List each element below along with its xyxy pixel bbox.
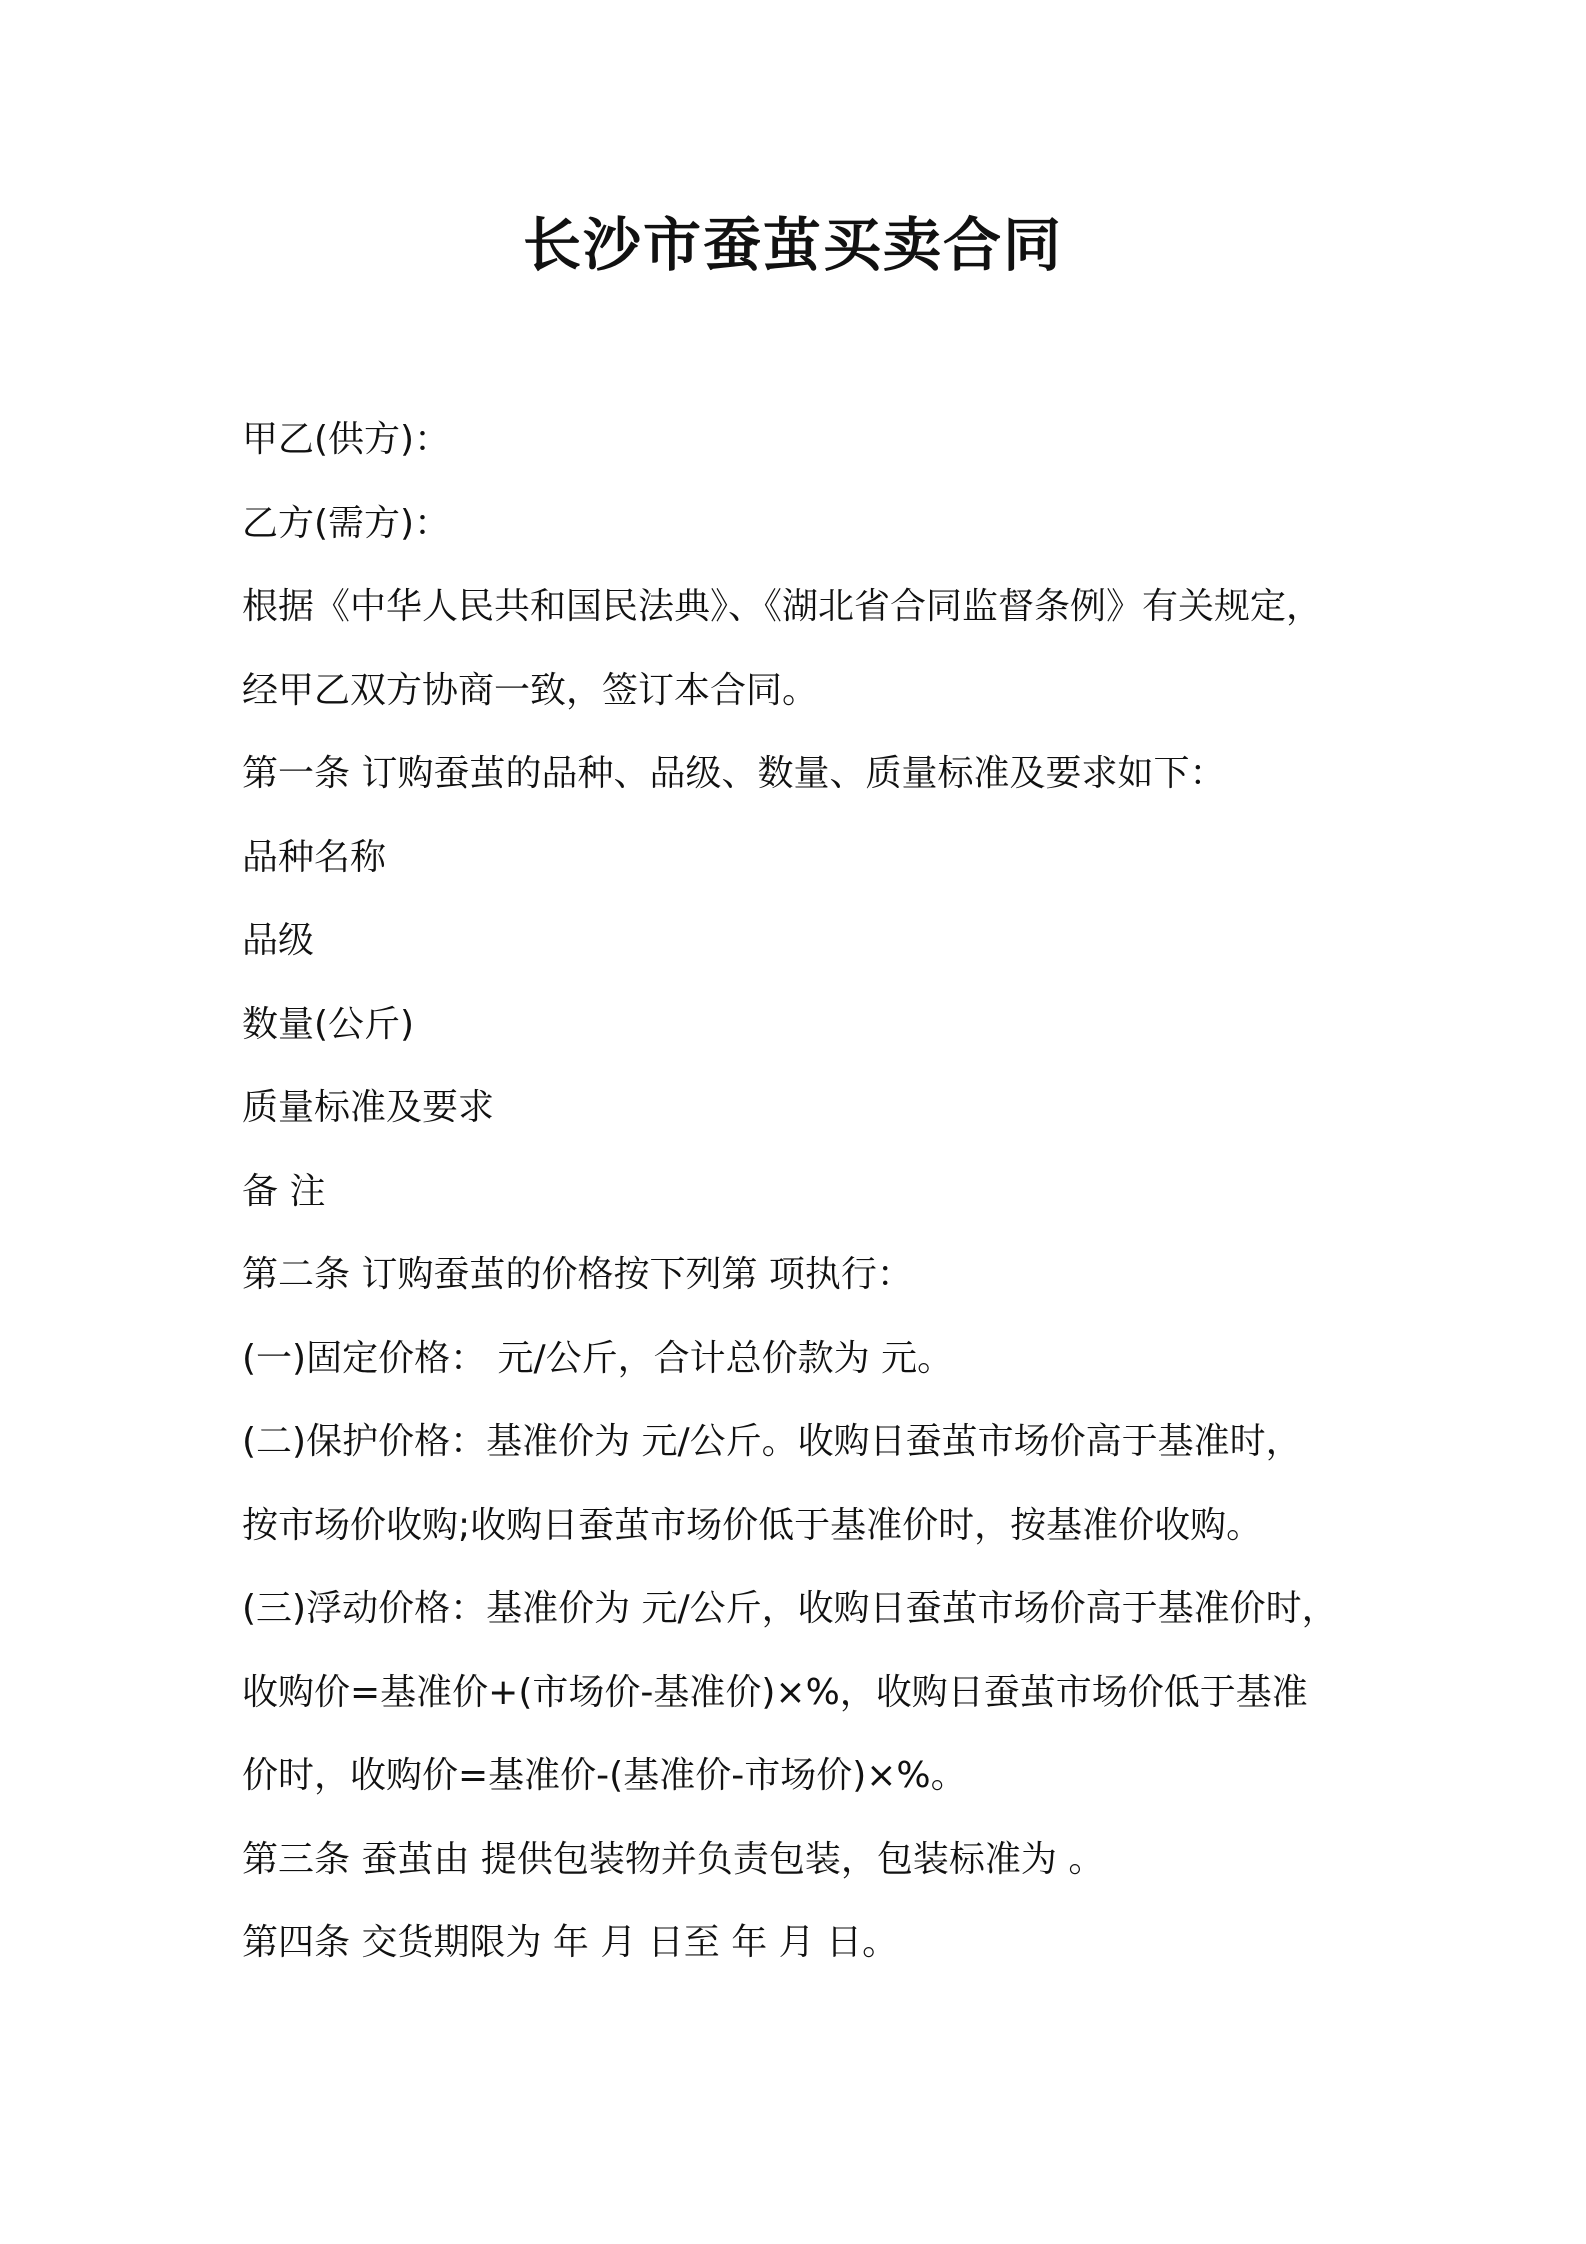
party-a-line: 甲乙(供方)： [242,419,451,460]
quantity-line: 数量(公斤) [242,1003,415,1045]
floating-price-continuation: 价时，收购价=基准价-(基准价-市场价)×%。 [242,1755,967,1796]
article-two-heading: 第二条 订购蚕茧的价格按下列第 项执行： [242,1254,913,1295]
remarks-line: 备 注 [242,1170,326,1212]
variety-name-line: 品种名称 [242,836,387,878]
floating-price-formula-line: 收购价=基准价+(市场价-基准价)×%，收购日蚕茧市场价低于基准 [242,1671,1308,1713]
contract-body [242,405,1402,1992]
legal-basis-line: 根据《中华人民共和国民法典》、《湖北省合同监督条例》有关规定， [242,586,1323,627]
fixed-price-line: (一)固定价格： 元/公斤，合计总价款为 元。 [242,1337,954,1379]
grade-line: 品级 [242,920,315,961]
party-b-line: 乙方(需方)： [242,502,451,544]
agreement-line: 经甲乙双方协商一致，签订本合同。 [242,669,819,711]
article-four-line: 第四条 交货期限为 年 月 日至 年 月 日。 [242,1922,899,1963]
quality-standard-line: 质量标准及要求 [242,1087,495,1128]
protected-price-line: (二)保护价格：基准价为 元/公斤。收购日蚕茧市场价高于基准时， [242,1421,1302,1462]
document-title: 长沙市蚕茧买卖合同 [522,211,1063,279]
article-three-line: 第三条 蚕茧由 提供包装物并负责包装，包装标准为 。 [242,1838,1105,1880]
article-one-heading: 第一条 订购蚕茧的品种、品级、数量、质量标准及要求如下： [242,753,1226,794]
floating-price-line: (三)浮动价格：基准价为 元/公斤，收购日蚕茧市场价高于基准价时， [242,1588,1338,1629]
protected-price-continuation: 按市场价收购;收购日蚕茧市场价低于基准价时，按基准价收购。 [242,1504,1263,1546]
